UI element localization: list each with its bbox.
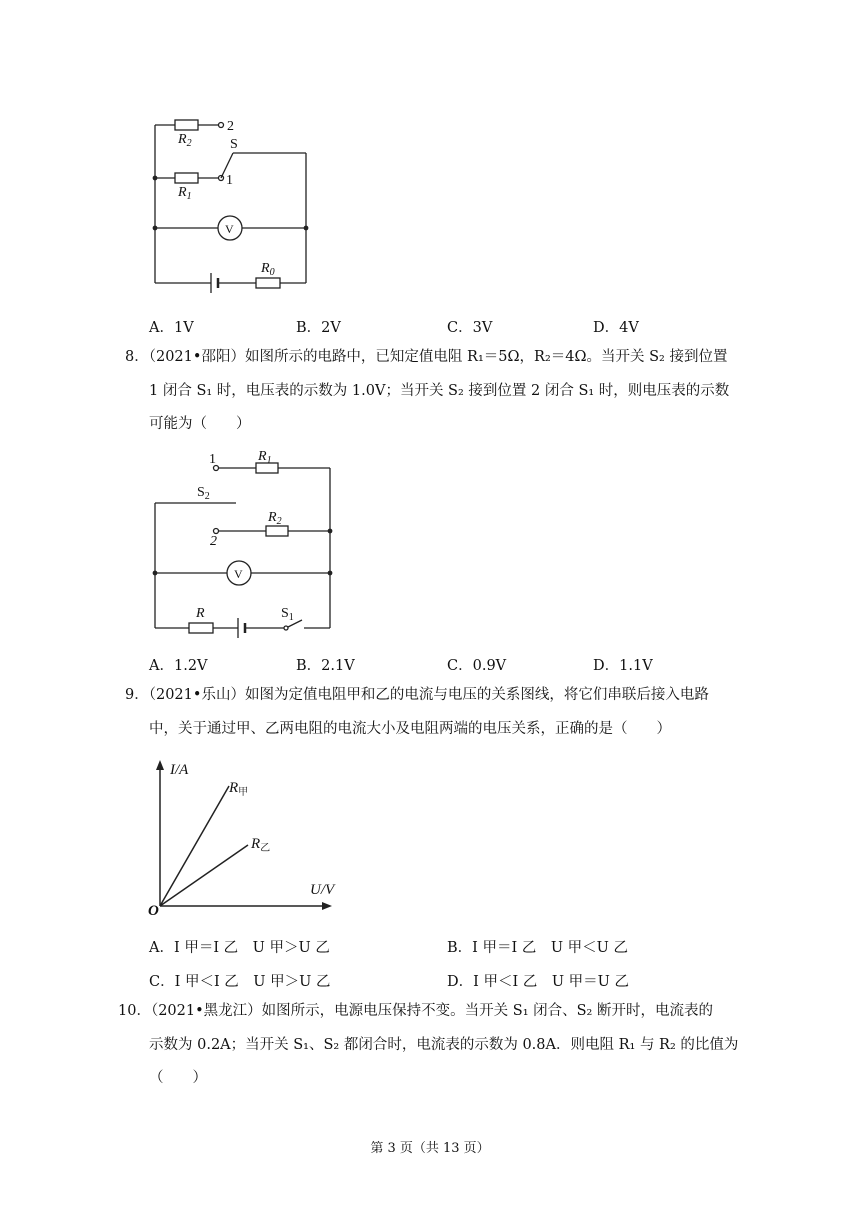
q7-option-b: B．2V [296,320,341,336]
position-2-label: 2 [227,119,234,134]
svg-text:R2: $R_2$ [178,132,192,149]
q8-r1-label: R [258,449,267,464]
line-r-jia [160,786,229,906]
q9-line-2: 中，关于通过甲、乙两电阻的电流大小及电阻两端的电压关系，正确的是（ ） [149,721,671,737]
position-1-label: 1 [226,173,233,188]
y-axis-label: I/A [170,762,189,778]
r-jia-label: R [229,780,239,796]
q9-option-c: C．I 甲＜I 乙 U 甲＞U 乙 [149,974,331,990]
page-footer: 第 3 页（共 13 页） [370,1141,490,1156]
svg-text:R1: $R_1$ [258,449,272,466]
q8-option-d: D．1.1V [593,658,653,674]
q9-number: 9． [125,687,149,703]
q10-line-1: 10．（2021•黑龙江）如图所示，电源电压保持不变。当开关 S₁ 闭合、S₂ 断开时，电流表的 [118,1003,713,1019]
y-axis-arrow [156,760,164,770]
q10-line-2: 示数为 0.2A；当开关 S₁、S₂ 都闭合时，电流表的示数为 0.8A．则电阻 R₁ 与 R₂ 的比值为 [149,1037,739,1053]
q10-line-3: （ ） [149,1070,207,1086]
voltmeter-label: V [225,222,234,236]
svg-text:S2: $S_2$ [197,485,210,502]
q8-voltmeter-label: V [234,567,243,581]
svg-text:R2: $R_2$ [268,510,282,527]
q8-r-label: R [196,606,205,621]
q8-s2-label: S [197,485,205,500]
iu-graph-q9 [145,755,345,920]
svg-text:R甲: $R_甲$ [229,780,249,798]
q8-position-1-label: 1 [209,452,216,467]
q8-position-2-label: 2 [210,534,217,549]
x-axis-label: U/V [310,882,335,898]
svg-text:S1: $S_1$ [281,606,294,623]
q7-option-a: A．1V [149,320,194,336]
r2-label: R [178,132,187,147]
origin-label: O [148,903,159,919]
q8-option-b: B．2.1V [296,658,355,674]
r1-label: R [178,185,187,200]
circuit-diagram-q8 [140,445,345,640]
q8-line-3: 可能为（ ） [149,416,251,432]
q7-option-c: C．3V [447,320,493,336]
q10-number: 10． [118,1003,151,1019]
q8-r2-label: R [268,510,277,525]
svg-text:R乙: $R_乙$ [251,836,271,854]
q9-option-a: A．I 甲＝I 乙 U 甲＞U 乙 [149,940,330,956]
q8-number: 8． [125,349,149,365]
q9-option-b: B．I 甲＝I 乙 U 甲＜U 乙 [447,940,628,956]
q9-line-1: 9．（2021•乐山）如图为定值电阻甲和乙的电流与电压的关系图线，将它们串联后接入电路 [125,687,709,703]
q8-option-c: C．0.9V [447,658,507,674]
line-r-yi [160,845,248,906]
switch-s-label: S [230,137,238,152]
q8-line-2: 1 闭合 S₁ 时，电压表的示数为 1.0V；当开关 S₂ 接到位置 2 闭合 S₁ 时，则电压表的示数 [149,383,730,399]
svg-text:R1: $R_1$ [178,185,192,202]
q9-option-d: D．I 甲＜I 乙 U 甲＝U 乙 [447,974,629,990]
x-axis-arrow [322,902,332,910]
q8-option-a: A．1.2V [149,658,208,674]
q8-line-1: 8．（2021•邵阳）如图所示的电路中，已知定值电阻 R₁＝5Ω，R₂＝4Ω。当开关 S₂ 接到位置 [125,349,728,365]
svg-text:R0: $R_0$ [261,261,275,278]
circuit-diagram-q7 [140,110,330,300]
r0-label: R [261,261,270,276]
r-yi-label: R [251,836,261,852]
q8-s1-label: S [281,606,289,621]
q7-option-d: D．4V [593,320,639,336]
